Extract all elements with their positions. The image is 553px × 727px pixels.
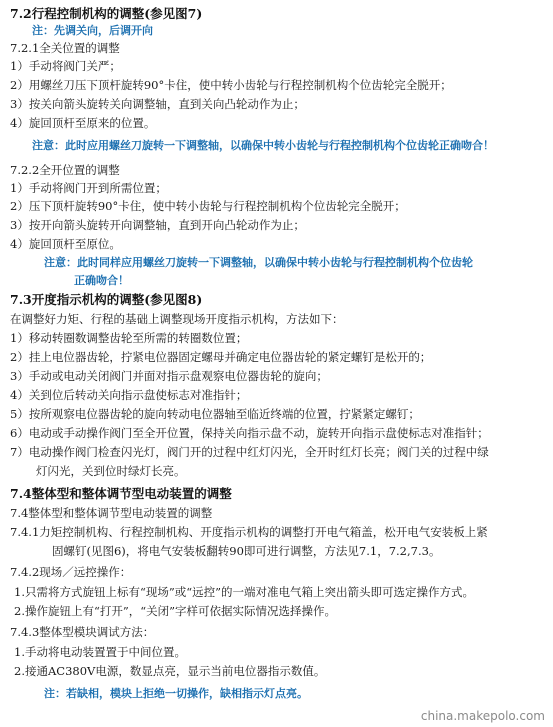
- step-line: 1）移动转圈数调整齿轮至所需的转圈数位置；: [10, 331, 248, 345]
- step-line: 1.手动将电动装置置于中间位置。: [14, 645, 186, 659]
- watermark: china.makepolo.com: [420, 709, 545, 723]
- step-line: 1.只需将方式旋钮上标有“现场”或“远控”的一端对准电气箱上突出箭头即可选定操作方式。: [14, 585, 474, 599]
- step-line: 2）挂上电位器齿轮，拧紧电位器固定螺母并确定电位器齿轮的紧定螺钉是松开的；: [10, 350, 432, 364]
- subsection-heading: 7.4.2现场／远控操作：: [10, 565, 132, 579]
- warning-note: 注意：此时同样应用螺丝刀旋转一下调整轴，以确保中转小齿轮与行程控制机构个位齿轮: [44, 256, 473, 269]
- warning-note: 注意：此时应用螺丝刀旋转一下调整轴，以确保中转小齿轮与行程控制机构个位齿轮正确吻合！: [32, 139, 494, 152]
- step-line: 3）按关向箭头旋转关向调整轴，直到关向凸轮动作为止；: [10, 97, 305, 111]
- subsection-heading: 7.2.1全关位置的调整: [10, 41, 120, 55]
- step-line: 2.接通AC380V电源，数显点亮，显示当前电位器指示数值。: [14, 664, 326, 678]
- step-line: 4）关到位后转动关向指示盘使标志对准指针；: [10, 388, 248, 402]
- step-line: 3）手动或电动关闭阀门并面对指示盘观察电位器齿轮的旋向；: [10, 369, 328, 383]
- step-line: 1）手动将阀门关严；: [10, 59, 121, 73]
- section-heading-7-3: 7.3开度指示机构的调整(参见图8): [10, 292, 203, 307]
- subsection-heading: 7.4整体型和整体调节型电动装置的调整: [10, 506, 213, 520]
- subsection-heading: 7.2.2全开位置的调整: [10, 163, 120, 177]
- step-line: 7）电动操作阀门检查闪光灯，阀门开的过程中红灯闪光，全开时红灯长亮；阀门关的过程中绿: [10, 445, 489, 459]
- subsection-heading: 7.4.3整体型模块调试方法：: [10, 625, 155, 639]
- paragraph-cont: 固螺钉(见图6)，将电气安装板翻转90即可进行调整，方法见7.1，7.2,7.3。: [52, 544, 441, 558]
- warning-note-cont: 正确吻合！: [74, 274, 129, 287]
- section-heading-7-2: 7.2行程控制机构的调整(参见图7): [10, 6, 203, 21]
- paragraph: 7.4.1力矩控制机构、行程控制机构、开度指示机构的调整打开电气箱盖，松开电气安装板上紧: [10, 525, 488, 539]
- step-line-cont: 灯闪光，关到位时绿灯长亮。: [36, 464, 186, 478]
- step-line: 4）旋回顶杆至原来的位置。: [10, 116, 156, 130]
- step-line: 2.操作旋钮上有“打开”，“关闭”字样可依据实际情况选择操作。: [14, 604, 336, 618]
- section-heading-7-4: 7.4整体型和整体调节型电动装置的调整: [10, 486, 232, 501]
- step-line: 1）手动将阀门开到所需位置；: [10, 181, 167, 195]
- step-line: 5）按所观察电位器齿轮的旋向转动电位器轴至临近终端的位置，拧紧紧定螺钉；: [10, 407, 420, 421]
- note-line: 注：先调关向，后调开向: [32, 24, 153, 37]
- note-line: 注：若缺相，模块上拒绝一切操作，缺相指示灯点亮。: [44, 687, 308, 700]
- paragraph: 在调整好力矩、行程的基础上调整现场开度指示机构，方法如下：: [10, 312, 344, 326]
- step-line: 2）用螺丝刀压下顶杆旋转90°卡住，使中转小齿轮与行程控制机构个位齿轮完全脱开；: [10, 78, 452, 92]
- step-line: 2）压下顶杆旋转90°卡住，使中转小齿轮与行程控制机构个位齿轮完全脱开；: [10, 199, 406, 213]
- step-line: 6）电动或手动操作阀门至全开位置，保持关向指示盘不动，旋转开向指示盘使标志对准指针；: [10, 426, 489, 440]
- step-line: 4）旋回顶杆至原位。: [10, 237, 121, 251]
- step-line: 3）按开向箭头旋转开向调整轴，直到开向凸轮动作为止；: [10, 218, 305, 232]
